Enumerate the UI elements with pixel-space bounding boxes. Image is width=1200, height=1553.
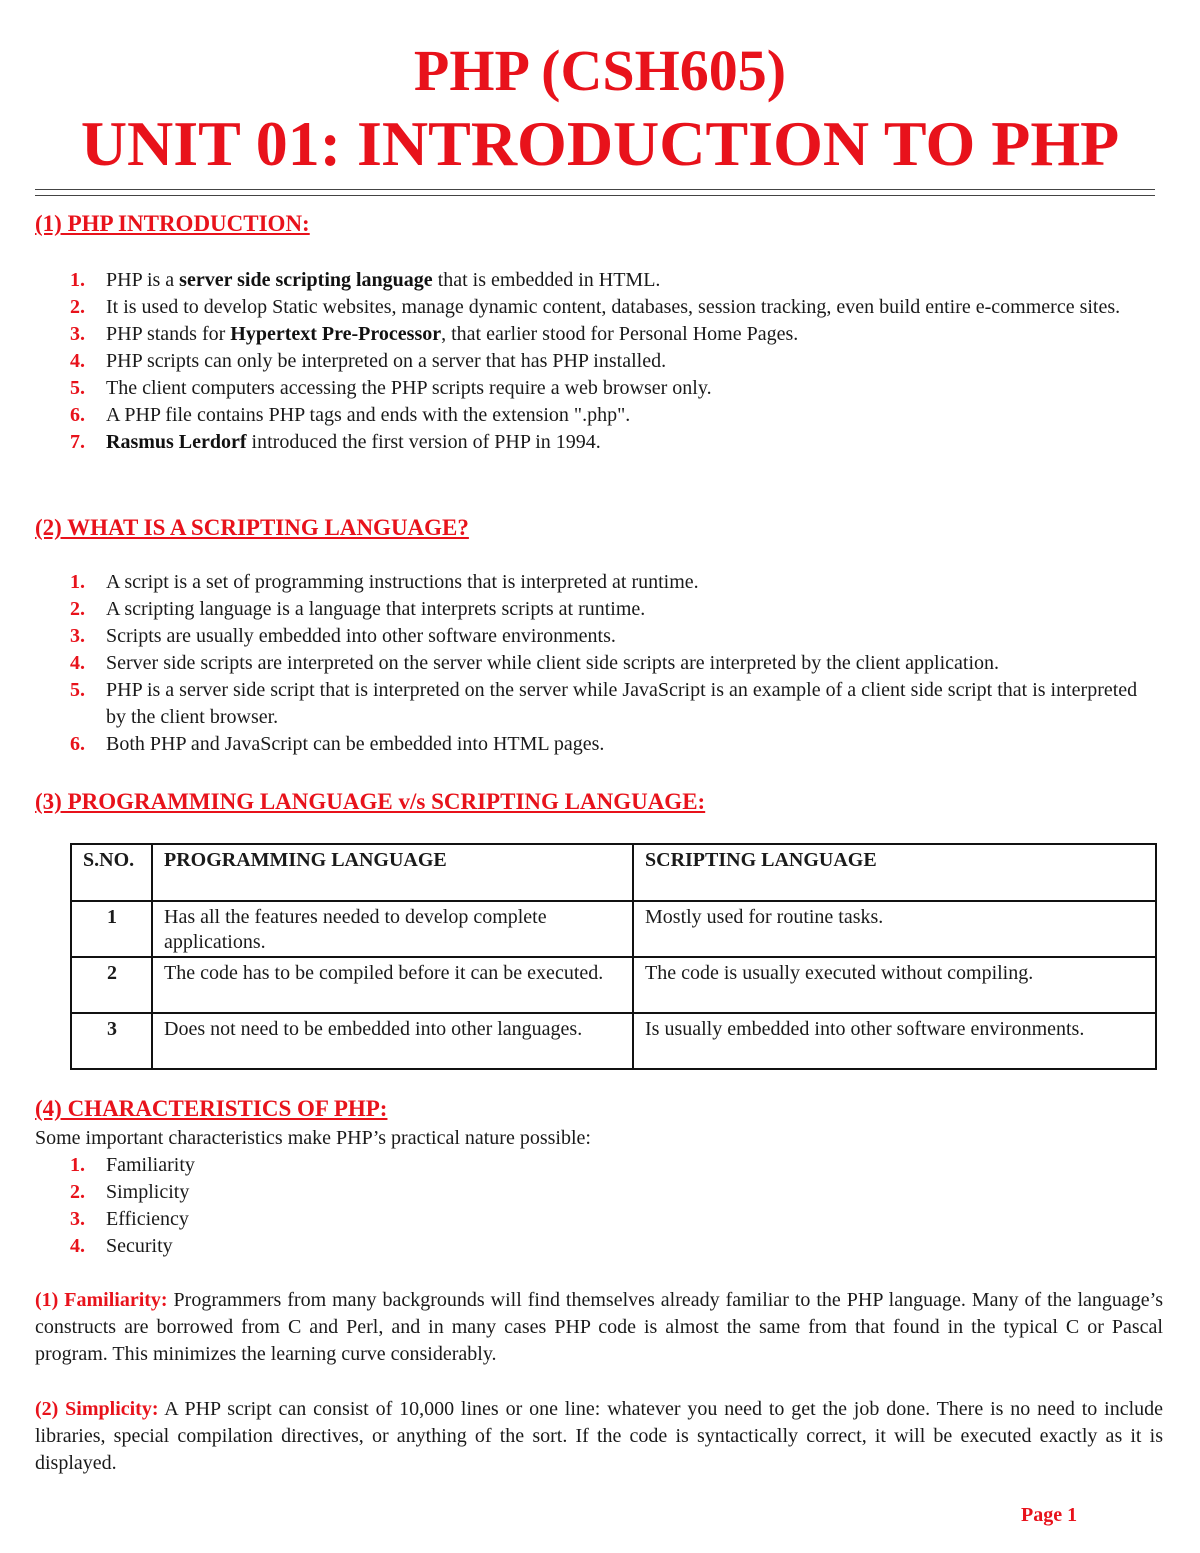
list-item-text-part: A scripting language is a language that interprets scripts at runtime. [106, 598, 646, 620]
list-item [0, 267, 1156, 294]
list-item-number: 4. [70, 652, 85, 674]
list-item-emphasis: Rasmus Lerdorf [106, 431, 247, 453]
table-cell-sno: 1 [71, 901, 152, 957]
list-item-text [106, 350, 666, 372]
list-item-text [106, 598, 645, 620]
table-cell-sno: 2 [71, 957, 152, 1013]
list-item-text [106, 404, 630, 426]
document-subtitle: UNIT 01: INTRODUCTION TO PHP [80, 108, 1120, 179]
list-item [0, 375, 1156, 402]
characteristics-intro: Some important characteristics make PHP’s practical nature possible: [35, 1127, 591, 1149]
list-item-text-part: A script is a set of programming instructions that is interpreted at runtime. [106, 571, 699, 593]
table-header-row [71, 844, 1156, 901]
list-item-number: 3. [70, 625, 85, 647]
list-item [0, 1233, 1156, 1260]
list-item-text [106, 1235, 173, 1257]
table-cell-scripting: Mostly used for routine tasks. [633, 901, 1156, 957]
php-introduction-list [0, 267, 1200, 456]
list-item [0, 731, 1156, 758]
list-item [0, 596, 1156, 623]
section-heading-php-introduction: (1) PHP INTRODUCTION: [35, 211, 310, 236]
table-cell-programming: Has all the features needed to develop complete applications. [152, 901, 633, 957]
list-item-number: 2. [70, 1181, 85, 1203]
list-item-text-part: that is embedded in HTML. [432, 269, 661, 291]
list-item-text-part: introduced the first version of PHP in 1994. [246, 431, 601, 453]
table-cell-scripting: The code is usually executed without compiling. [633, 957, 1156, 1013]
list-item-text-part: PHP stands for [106, 323, 231, 345]
list-item-text [106, 1181, 189, 1203]
scripting-language-list [0, 569, 1200, 758]
list-item-text-part: Security [106, 1235, 173, 1257]
section-heading-characteristics: (4) CHARACTERISTICS OF PHP: [35, 1096, 388, 1121]
list-item-text [106, 652, 999, 674]
list-item-text-part: Scripts are usually embedded into other software environments. [106, 625, 616, 647]
list-item-text [106, 571, 699, 593]
list-item [0, 402, 1156, 429]
list-item-text [106, 679, 1137, 728]
list-item-text-part: The client computers accessing the PHP scripts require a web browser only. [106, 377, 712, 399]
list-item-emphasis: server side scripting language [179, 269, 433, 291]
list-item-number: 4. [70, 350, 85, 372]
list-item-text-part: Familiarity [106, 1154, 195, 1176]
list-item-text [106, 733, 604, 755]
familiarity-lead: (1) Familiarity: [35, 1289, 168, 1311]
list-item [0, 1152, 1156, 1179]
list-item-text [106, 269, 660, 291]
list-item-text-part: Efficiency [106, 1208, 189, 1230]
list-item-text-part: Both PHP and JavaScript can be embedded into HTML pages. [106, 733, 605, 755]
list-item-text-part: PHP is a server side script that is interpreted on the server while JavaScript is an example of a client side script that is interpreted by the client browser. [106, 679, 1138, 728]
list-item [0, 677, 1156, 731]
table-header-sno: S.NO. [71, 844, 152, 901]
comparison-table [70, 843, 1157, 1070]
table-row [71, 957, 1156, 1013]
table-cell-scripting: Is usually embedded into other software environments. [633, 1013, 1156, 1069]
list-item-text [106, 625, 616, 647]
list-item-text [106, 323, 798, 345]
list-item-emphasis: Hypertext Pre-Processor [230, 323, 442, 345]
list-item-text [106, 296, 1120, 318]
table-header-programming: PROGRAMMING LANGUAGE [152, 844, 633, 901]
page-number: Page 1 [1021, 1504, 1078, 1526]
list-item-text [106, 377, 712, 399]
simplicity-text: A PHP script can consist of 10,000 lines or one line: whatever you need to get the job done. There is no need to include libraries, special compilation directives, or anything of the sort. If the code is syntactically correct, it will be executed exactly as it is displayed. [35, 1398, 1163, 1474]
list-item-text-part: A PHP file contains PHP tags and ends with the extension ".php". [106, 404, 631, 426]
list-item-number: 1. [70, 571, 85, 593]
list-item-number: 2. [70, 296, 85, 318]
list-item-text [106, 1154, 195, 1176]
title-divider-top [35, 189, 1155, 190]
table-row [71, 901, 1156, 957]
list-item [0, 650, 1156, 677]
list-item [0, 569, 1156, 596]
document-title: PHP (CSH605) [413, 38, 787, 103]
list-item [0, 294, 1156, 321]
table-row [71, 1013, 1156, 1069]
list-item [0, 1206, 1156, 1233]
list-item [0, 321, 1156, 348]
table-cell-programming: The code has to be compiled before it can be executed. [152, 957, 633, 1013]
list-item-text-part: PHP is a [106, 269, 180, 291]
list-item-text-part: , that earlier stood for Personal Home Pages. [441, 323, 799, 345]
list-item-number: 5. [70, 377, 85, 399]
list-item-number: 1. [70, 1154, 85, 1176]
familiarity-paragraph [35, 1287, 1163, 1368]
list-item [0, 1179, 1156, 1206]
title-divider-bottom [35, 195, 1155, 196]
list-item-number: 3. [70, 323, 85, 345]
list-item-text-part: It is used to develop Static websites, manage dynamic content, databases, session tracking, even build entire e-commerce sites. [106, 296, 1121, 318]
list-item [0, 623, 1156, 650]
list-item-text-part: PHP scripts can only be interpreted on a server that has PHP installed. [106, 350, 667, 372]
list-item-number: 1. [70, 269, 85, 291]
list-item-number: 3. [70, 1208, 85, 1230]
simplicity-paragraph [35, 1396, 1163, 1477]
table-cell-programming: Does not need to be embedded into other languages. [152, 1013, 633, 1069]
section-heading-scripting-language: (2) WHAT IS A SCRIPTING LANGUAGE? [35, 515, 469, 540]
list-item-text-part: Simplicity [106, 1181, 190, 1203]
list-item-text [106, 1208, 189, 1230]
section-heading-programming-vs-scripting: (3) PROGRAMMING LANGUAGE v/s SCRIPTING LANGUAGE: [35, 789, 706, 814]
list-item-text [106, 431, 601, 453]
list-item-number: 6. [70, 733, 85, 755]
characteristics-list [0, 1152, 1200, 1260]
list-item-number: 2. [70, 598, 85, 620]
list-item-number: 7. [70, 431, 85, 453]
list-item-number: 6. [70, 404, 85, 426]
table-header-scripting: SCRIPTING LANGUAGE [633, 844, 1156, 901]
list-item [0, 348, 1156, 375]
list-item-number: 5. [70, 679, 85, 701]
list-item-number: 4. [70, 1235, 85, 1257]
simplicity-lead: (2) Simplicity: [35, 1398, 159, 1420]
table-cell-sno: 3 [71, 1013, 152, 1069]
list-item [0, 429, 1156, 456]
list-item-text-part: Server side scripts are interpreted on the server while client side scripts are interpreted by the client application. [106, 652, 999, 674]
familiarity-text: Programmers from many backgrounds will find themselves already familiar to the PHP language. Many of the language’s constructs are borrowed from C and Perl, and in many cases PHP code is almost the same from that found in the typical C or Pascal program. This minimizes the learning curve considerably. [35, 1289, 1164, 1365]
